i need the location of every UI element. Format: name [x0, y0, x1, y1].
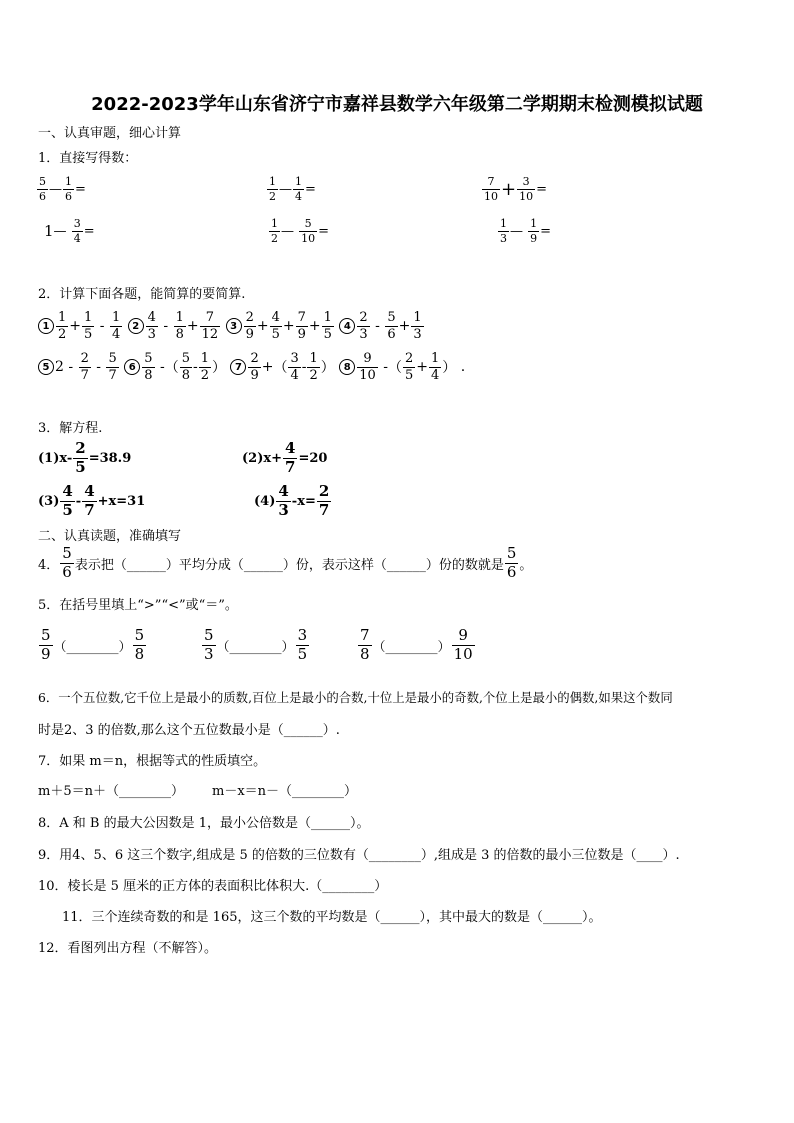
circled-1: 1 [38, 318, 54, 334]
question-3-label: 3．解方程. [38, 421, 103, 436]
circled-8: 8 [339, 359, 355, 375]
q2-row-1: 1 $\frac{1}{2}$ + $\frac{1}{5}$ - $\frac{1}{4}$ 2 $\frac{4}{3}$ - $\frac{1}{8}$ + $\frac{7}{12}$ 3 $\frac{2}{9}$ + $\frac{4}{5}$ + $\frac{7}{9}$ + $\frac{1}{5}$ 4 $\frac{2}{3}$ - $\frac{5}{6}$ + $\frac{1}{3}$ [38, 311, 425, 341]
equation-2: (2)x+ $\frac{4}{7}$ =20 [242, 439, 328, 476]
page-title: 2022-2023学年山东省济宁市嘉祥县数学六年级第二学期期末检测模拟试题 [91, 94, 703, 115]
question-11: 11．三个连续奇数的和是 165，这三个数的平均数是（______），其中最大的数是（______）。 [62, 910, 602, 925]
question-7-label: 7．如果 m＝n，根据等式的性质填空。 [38, 754, 267, 769]
q1-item-6: $\frac{1}{3}$ — $\frac{1}{9}$ = [500, 217, 552, 245]
q1-item-4: 1— $\frac{3}{4}$ = [44, 217, 95, 245]
answer-blank: （________） [372, 639, 451, 655]
answer-blank: （________） [216, 639, 295, 655]
question-10: 10．棱长是 5 厘米的正方体的表面积比体积大.（________） [38, 879, 388, 894]
q7-equation-1: m＋5＝n＋（________） [38, 784, 184, 799]
question-5-label: 5．在括号里填上“>”“<”或“＝”。 [38, 598, 238, 613]
equation-3: (3) $\frac{4}{5}$ - $\frac{4}{7}$ +x=31 [38, 482, 146, 519]
circled-5: 5 [38, 359, 54, 375]
equation-4: (4) $\frac{4}{3}$ -x= $\frac{2}{7}$ [254, 482, 330, 519]
q2-row-2: 5 2 - $\frac{2}{7}$ - $\frac{5}{7}$ 6 $\frac{5}{8}$ -（ $\frac{5}{8}$ - $\frac{1}{2}$ ） 7 $\frac{2}{9}$ +（ $\frac{3}{4}$ - $\frac{1}{2}$ ） 8 $\frac{9}{10}$ -（ $\frac{2}{5}$ + $\frac{1}{4}$ ） . [38, 352, 465, 382]
q1-item-2: $\frac{1}{2}$ — $\frac{1}{4}$ = [269, 175, 316, 203]
q5-pair-2: $\frac{5}{3}$ （________） $\frac{3}{5}$ [204, 626, 308, 663]
section-heading-1: 一、认真审题，细心计算 [38, 126, 182, 141]
q5-pair-1: $\frac{5}{9}$ （________） $\frac{5}{8}$ [41, 626, 145, 663]
question-8: 8．A 和 B 的最大公因数是 1，最小公倍数是（______）。 [38, 816, 370, 831]
section-heading-2: 二、认真读题，准确填写 [38, 529, 182, 544]
question-2-label: 2．计算下面各题，能简算的要简算. [38, 287, 246, 302]
q1-item-3: $\frac{7}{10}$ + $\frac{3}{10}$ = [484, 175, 547, 203]
circled-6: 6 [124, 359, 140, 375]
question-6-line-1: 6．一个五位数,它千位上是最小的质数,百位上是最小的合数,十位上是最小的奇数,个位上是最小的偶数,如果这个数同 [38, 690, 673, 705]
circled-7: 7 [230, 359, 246, 375]
equation-1: (1)x- $\frac{2}{5}$ =38.9 [38, 439, 132, 476]
circled-4: 4 [339, 318, 355, 334]
q1-item-1: $\frac{5}{6}$ — $\frac{1}{6}$ = [39, 175, 86, 203]
circled-2: 2 [128, 318, 144, 334]
q1-item-5: $\frac{1}{2}$ — $\frac{5}{10}$ = [271, 217, 330, 245]
question-1-label: 1．直接写得数： [38, 151, 138, 166]
question-12: 12．看图列出方程（不解答）。 [38, 941, 218, 956]
q5-pair-3: $\frac{7}{8}$ （________） $\frac{9}{10}$ [360, 626, 473, 663]
question-6-line-2: 时是2、3 的倍数,那么这个五位数最小是（______）. [38, 723, 340, 738]
circled-3: 3 [226, 318, 242, 334]
q7-equation-2: m－x＝n－（________） [212, 784, 358, 799]
question-4: 4． $\frac{5}{6}$ 表示把（______）平均分成（______）份，表示这样（______）份的数就是 $\frac{5}{6}$ 。 [38, 544, 533, 581]
answer-blank: （________） [53, 639, 132, 655]
question-9: 9．用4、5、6 这三个数字,组成是 5 的倍数的三位数有（________）,组成是 3 的倍数的最小三位数是（____）. [38, 848, 680, 863]
